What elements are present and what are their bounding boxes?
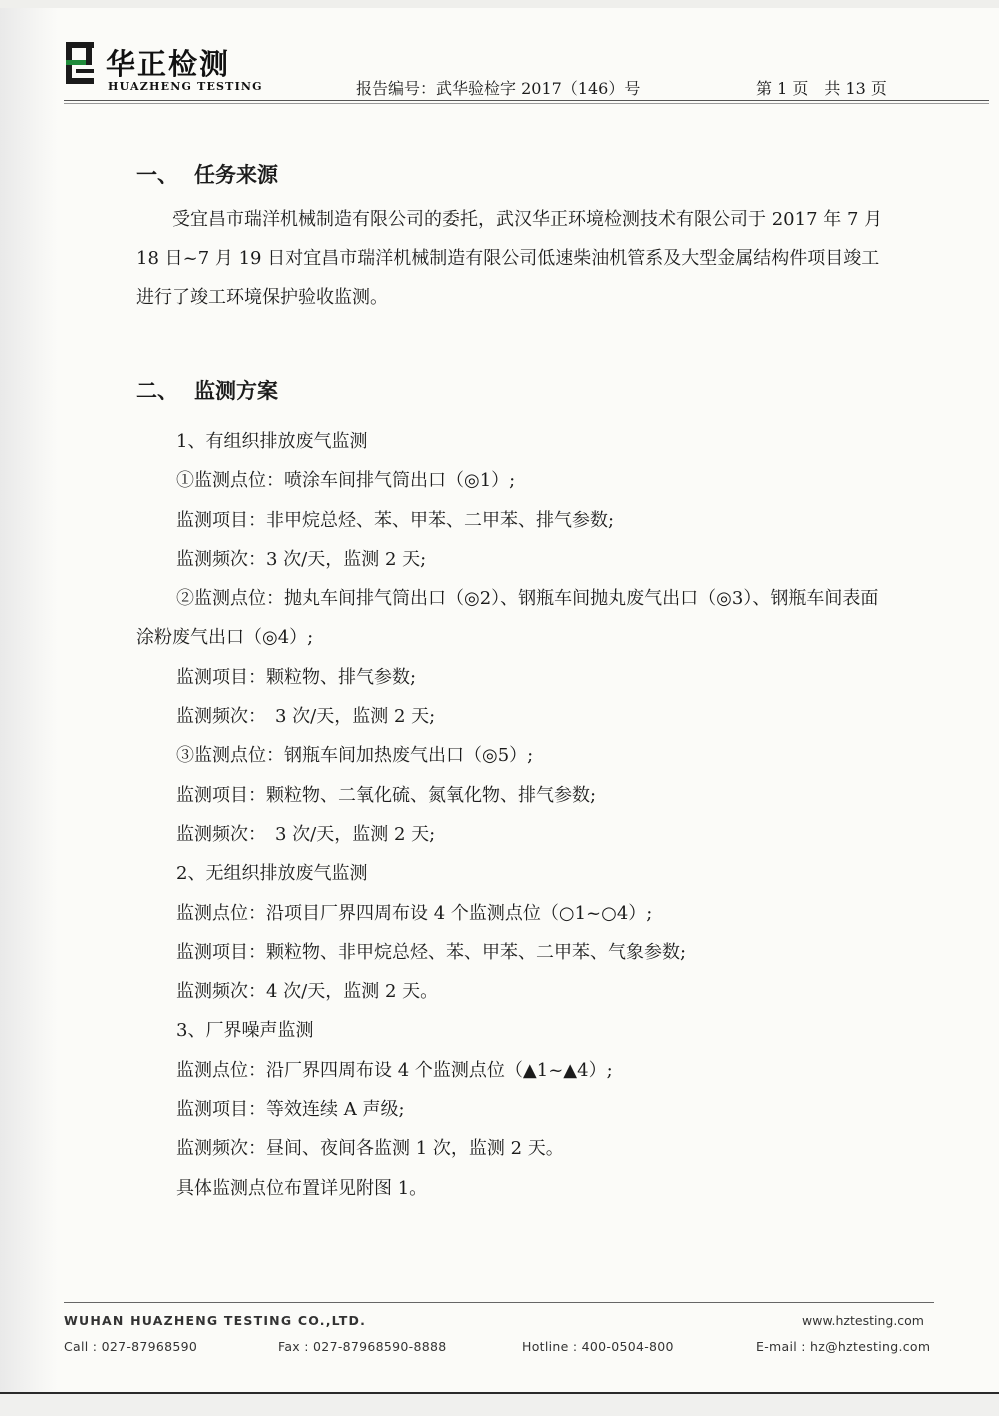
plan-line: 监测项目：非甲烷总烃、苯、甲苯、二甲苯、排气参数;: [176, 509, 615, 531]
header-divider-secondary: [64, 103, 989, 104]
footer-phone: Call : 027-87968590: [64, 1339, 198, 1354]
section-heading: [136, 372, 896, 410]
footer-company-name: WUHAN HUAZHENG TESTING CO.,LTD.: [64, 1313, 367, 1328]
plan-line: 监测项目：颗粒物、二氧化硫、氮氧化物、排气参数;: [176, 784, 597, 806]
plan-line: 监测频次：昼间、夜间各监测 1 次，监测 2 天。: [176, 1138, 564, 1160]
plan-line: ①监测点位：喷涂车间排气筒出口（◎1）;: [176, 470, 516, 492]
plan-line: 1、有组织排放废气监测: [176, 431, 368, 452]
report-body: [136, 156, 896, 1208]
plan-line: 监测点位：沿项目厂界四周布设 4 个监测点位（○1~○4）;: [176, 902, 653, 924]
plan-line: 监测项目：颗粒物、排气参数;: [176, 666, 417, 688]
huazheng-logo-icon: [64, 40, 96, 86]
page-number: 第 1 页 共 13 页: [756, 79, 887, 98]
plan-line: 具体监测点位布置详见附图 1。: [176, 1177, 428, 1199]
footer-fax: Fax : 027-87968590-8888: [278, 1339, 447, 1354]
section-heading: [136, 156, 896, 194]
plan-line: 监测频次：3 次/天，监测 2 天;: [176, 548, 427, 570]
plan-line: ③监测点位：钢瓶车间加热废气出口（◎5）;: [176, 745, 534, 767]
header-divider: [64, 100, 989, 101]
footer-email: E-mail : hz@hztesting.com: [756, 1339, 931, 1354]
plan-line: 2、无组织排放废气监测: [176, 863, 368, 885]
brand-name-en: HUAZHENG TESTING: [108, 80, 263, 93]
footer-website: www.hztesting.com: [802, 1313, 924, 1328]
plan-line: 监测点位：沿厂界四周布设 4 个监测点位（▲1~▲4）;: [176, 1059, 613, 1081]
brand-name-cn: 华正检测: [106, 47, 231, 81]
plan-line: ②监测点位：抛丸车间排气筒出口（◎2）、钢瓶车间抛丸废气出口（◎3）、钢瓶车间表面涂粉废气出口（◎4）;: [136, 588, 879, 649]
plan-line: 监测频次： 3 次/天，监测 2 天;: [176, 706, 436, 728]
section-number: 一、: [136, 163, 178, 187]
section-task-source: [136, 156, 896, 372]
section-monitoring-plan: [136, 372, 896, 1208]
plan-line: 监测项目：颗粒物、非甲烷总烃、苯、甲苯、二甲苯、气象参数;: [176, 941, 687, 963]
task-source-paragraph: 受宜昌市瑞洋机械制造有限公司的委托，武汉华正环境检测技术有限公司于 2017 年 7 月 18 日~7 月 19 日对宜昌市瑞洋机械制造有限公司低速柴油机管系及大型金属结构件项目竣工进行了竣工环境保护验收监测。: [136, 209, 883, 308]
plan-line: 3、厂界噪声监测: [176, 1020, 314, 1042]
section-title: 监测方案: [194, 379, 278, 403]
plan-line: 监测频次： 3 次/天，监测 2 天;: [176, 823, 436, 845]
scan-bottom-edge: [0, 1392, 999, 1416]
plan-line: 监测频次：4 次/天，监测 2 天。: [176, 981, 439, 1003]
report-number: 报告编号：武华验检字 2017（146）号: [356, 79, 641, 98]
footer-hotline: Hotline : 400-0504-800: [522, 1339, 674, 1354]
scan-top-edge: [0, 0, 999, 8]
footer-divider: [64, 1302, 934, 1303]
plan-line: 监测项目：等效连续 A 声级;: [176, 1099, 405, 1121]
scan-left-shadow: [0, 0, 58, 1414]
section-number: 二、: [136, 379, 178, 403]
section-title: 任务来源: [194, 163, 278, 187]
